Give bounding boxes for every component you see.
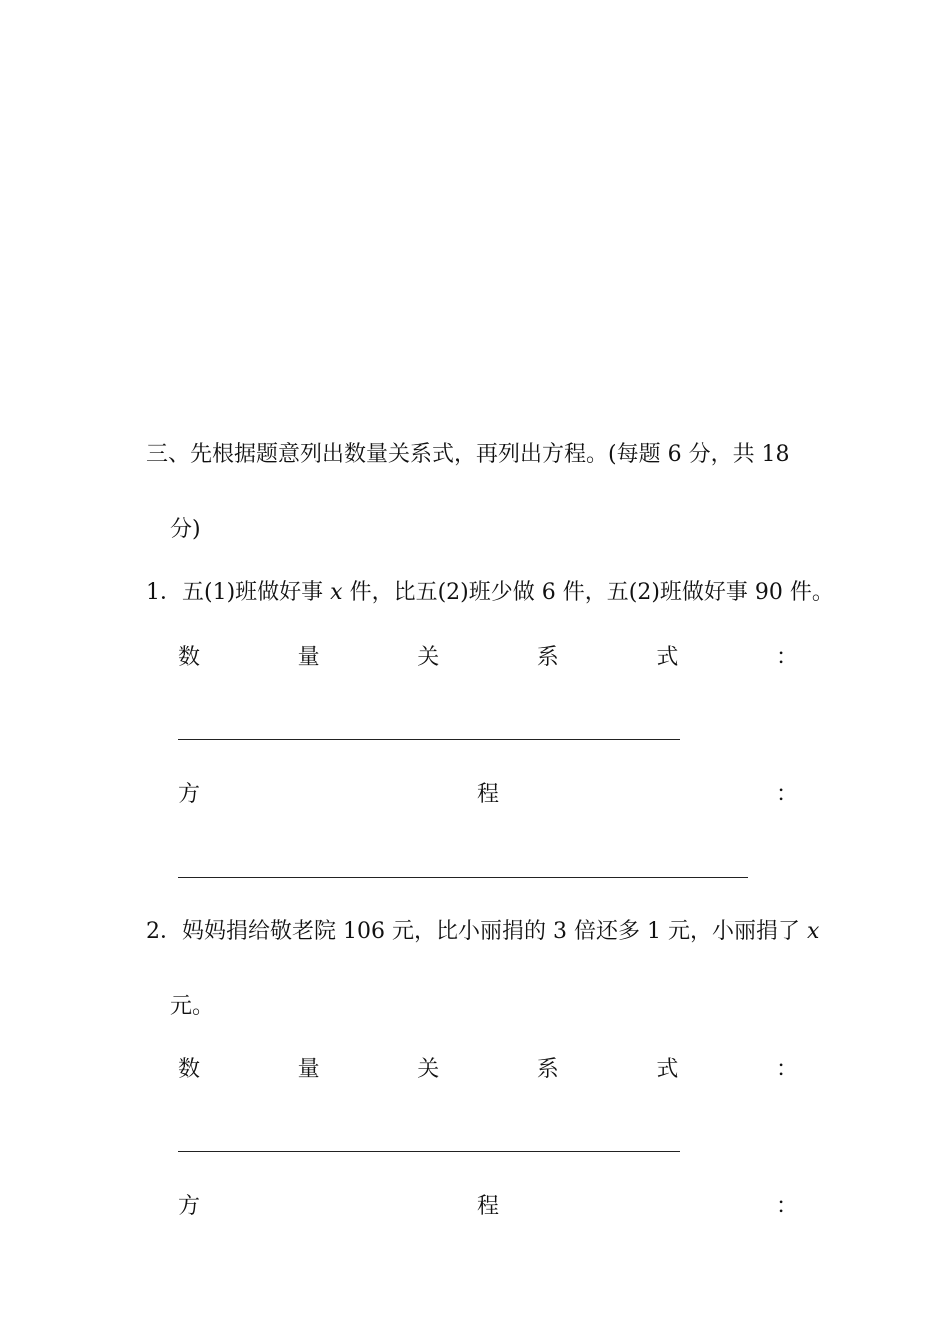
relation-char: ： [775,645,798,670]
equation-char: 程 [476,1194,499,1219]
relation-char: 关 [417,1057,440,1082]
question-2-line2: 元。 [170,994,215,1019]
section-title-line2: 分) [170,517,201,542]
relation-char: 数 [178,645,201,670]
relation-char: 系 [536,645,559,670]
relation-char: 式 [656,645,679,670]
question-1-equation-label [178,780,798,810]
relation-char: 数 [178,1057,201,1082]
question-1-equation-blank[interactable] [178,877,748,878]
question-2-relation-label [178,1055,798,1085]
question-1-text-a: 五(1)班做好事 [182,580,324,605]
question-2 [146,917,819,947]
question-1 [146,578,834,608]
question-2-text-a: 妈妈捐给敬老院 106 元，比小丽捐的 3 倍还多 1 元，小丽捐了 [182,919,800,944]
relation-char: 量 [297,645,320,670]
question-1-variable: x [330,580,343,605]
equation-char: 方 [178,782,201,807]
question-2-relation-blank[interactable] [178,1151,680,1152]
question-1-relation-blank[interactable] [178,739,680,740]
equation-char: 方 [178,1194,201,1219]
relation-char: 量 [297,1057,320,1082]
equation-char: ： [775,1194,798,1219]
question-2-variable: x [806,919,820,944]
relation-char: 式 [656,1057,679,1082]
relation-char: ： [775,1057,798,1082]
question-2-number: 2． [146,919,182,944]
question-1-relation-label [178,643,798,673]
question-2-equation-label [178,1192,798,1222]
relation-char: 关 [417,645,440,670]
question-1-number: 1． [146,580,182,605]
equation-char: ： [775,782,798,807]
section-title-line1: 三、先根据题意列出数量关系式，再列出方程。(每题 6 分，共 18 [146,442,790,467]
equation-char: 程 [476,782,499,807]
relation-char: 系 [536,1057,559,1082]
question-1-text-b: 件，比五(2)班少做 6 件，五(2)班做好事 90 件。 [349,580,834,605]
